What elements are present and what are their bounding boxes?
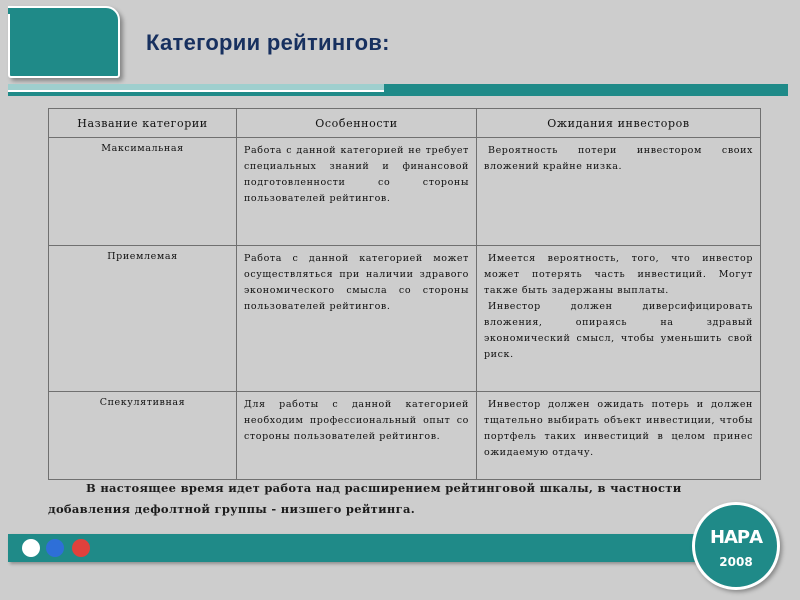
table-row xyxy=(49,138,761,246)
header-investor-expectations: Ожидания инвесторов xyxy=(477,109,761,138)
table-row xyxy=(49,246,761,392)
folder-tab-decoration xyxy=(8,6,120,78)
expectations-text: Инвестор должен диверсифицировать вложения, опираясь на здравый экономический смысл, чтобы уменьшить свой риск. xyxy=(484,301,753,360)
logo-year: 2008 xyxy=(719,555,753,569)
expectations-text: Инвестор должен ожидать потерь и должен тщательно выбирать объект инвестиции, чтобы портфель таких инвестиций в целом принес ожидаемую отдачу. xyxy=(484,399,753,458)
category-name-cell: Спекулятивная xyxy=(49,392,237,480)
table-row xyxy=(49,392,761,480)
blue-circle-icon xyxy=(46,539,64,557)
ratings-table xyxy=(48,108,761,480)
red-circle-icon xyxy=(72,539,90,557)
slide-title: Категории рейтингов: xyxy=(146,30,390,55)
features-cell: Работа с данной категорией может осуществляться при наличии здравого экономического смысла со стороны пользователей рейтингов. xyxy=(237,246,477,392)
features-cell: Для работы с данной категорией необходим профессиональный опыт со стороны пользователей рейтингов. xyxy=(237,392,477,480)
expectations-text: Вероятность потери инвестором своих вложений крайне низка. xyxy=(484,145,753,172)
expectations-cell xyxy=(477,138,761,246)
header-features: Особенности xyxy=(237,109,477,138)
bottom-bar xyxy=(8,534,728,562)
white-circle-icon xyxy=(22,539,40,557)
category-name-cell: Приемлемая xyxy=(49,246,237,392)
expectations-text: Имеется вероятность, того, что инвестор может потерять часть инвестиций. Могут также быть задержаны выплаты. xyxy=(484,253,753,296)
footnote-text: В настоящее время идет работа над расширением рейтинговой шкалы, в частности добавления дефолтной группы - низшего рейтинга. xyxy=(48,481,682,516)
header-category-name: Название категории xyxy=(49,109,237,138)
nara-logo xyxy=(692,502,780,590)
expectations-cell xyxy=(477,392,761,480)
category-name-cell: Максимальная xyxy=(49,138,237,246)
header-divider-highlight xyxy=(8,84,384,92)
expectations-cell xyxy=(477,246,761,392)
features-cell: Работа с данной категорией не требует специальных знаний и финансовой подготовленности со стороны пользователей рейтингов. xyxy=(237,138,477,246)
table-header-row xyxy=(49,109,761,138)
logo-mark: НАРА xyxy=(709,527,763,548)
